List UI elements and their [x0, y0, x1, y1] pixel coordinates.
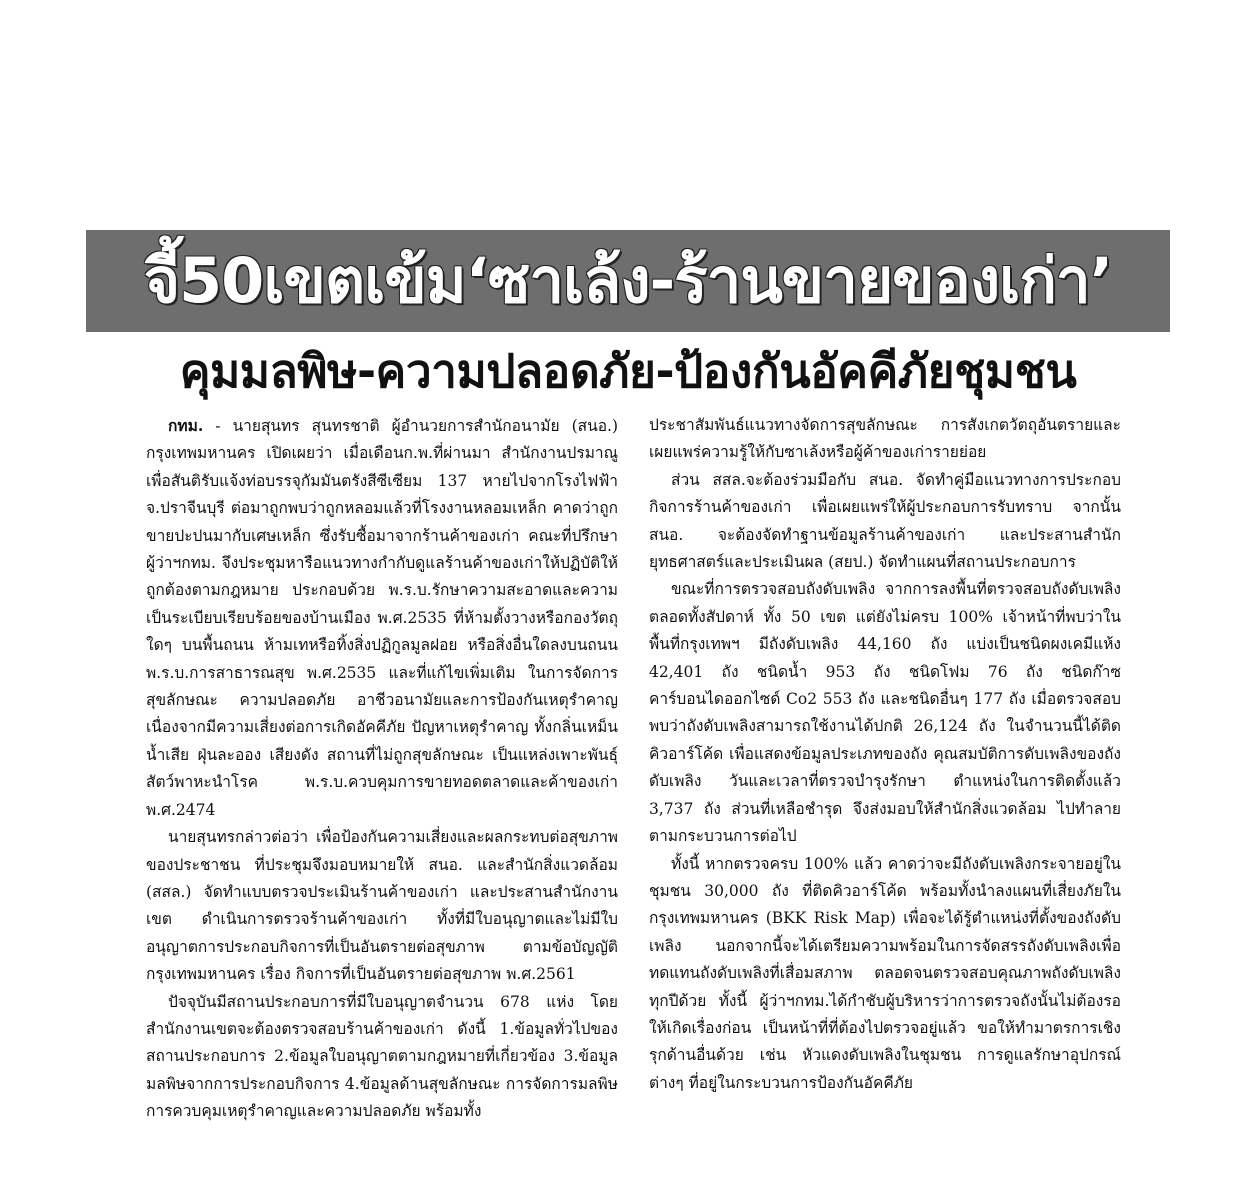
paragraph-text: - นายสุนทร สุนทรชาติ ผู้อำนวยการสำนักอนามัย (สนอ.) กรุงเทพมหานคร เปิดเผยว่า เมื่อเดือนก.พ.ที่ผ่านมา สำนักงานปรมาณูเพื่อสันติรับแจ้งท่อบรรจุกัมมันตรังสีซีเซียม 137 หายไปจากโรงไฟฟ้า จ.ปราจีนบุรี ต่อมาถูกพบว่าถูกหลอมแล้วที่โรงงานหลอมเหล็ก คาดว่าถูกขายปะปนมากับเศษเหล็ก ซึ่งรับซื้อมาจากร้านค้าของเก่า คณะที่ปรึกษาผู้ว่าฯกทม. จึงประชุมหารือแนวทางกำกับดูแลร้านค้าของเก่าให้ปฏิบัติให้ถูกต้องตามกฎหมาย ประกอบด้วย พ.ร.บ.รักษาความสะอาดและความเป็นระเบียบเรียบร้อยของบ้านเมือง พ.ศ.2535 ที่ห้ามตั้งวางหรือกองวัตถุใดๆ บนพื้นถนน ห้ามเทหรือทิ้งสิ่งปฏิกูลมูลฝอย หรือสิ่งอื่นใดลงบนถนน พ.ร.บ.การสาธารณสุข พ.ศ.2535 และที่แก้ไขเพิ่มเติม ในการจัดการสุขลักษณะ ความปลอดภัย อาชีวอนามัยและการป้องกันเหตุรำคาญ เนื่องจากมีความเสี่ยงต่อการเกิดอัคคีภัย ปัญหาเหตุรำคาญ ทั้งกลิ่นเหม็น น้ำเสีย ฝุ่นละออง เสียงดัง สถานที่ไม่ถูกสุขลักษณะ เป็นแหล่งเพาะพันธุ์สัตว์พาหะนำโรค พ.ร.บ.ควบคุมการขายทอดตลาดและค้าของเก่า พ.ศ.2474	[146, 417, 618, 819]
article-column-right	[649, 412, 1121, 1097]
dateline: กทม.	[168, 416, 204, 435]
paragraph: ประชาสัมพันธ์แนวทางจัดการสุขลักษณะ การสังเกตวัตถุอันตรายและเผยแพร่ความรู้ให้กับซาเล้งหรือผู้ค้าของเก่ารายย่อย	[649, 416, 1121, 462]
paragraph: ปัจจุบันมีสถานประกอบการที่มีใบอนุญาตจำนวน 678 แห่ง โดยสำนักงานเขตจะต้องตรวจสอบร้านค้าของเก่า ดังนี้ 1.ข้อมูลทั่วไปของสถานประกอบการ 2.ข้อมูลใบอนุญาตตามกฎหมายที่เกี่ยวข้อง 3.ข้อมูลมลพิษจากการประกอบกิจการ 4.ข้อมูลด้านสุขลักษณะ การจัดการมลพิษ การควบคุมเหตุรำคาญและความปลอดภัย พร้อมทั้ง	[146, 992, 618, 1121]
headline-banner	[86, 230, 1170, 332]
paragraph	[146, 412, 618, 824]
article-column-left	[146, 412, 618, 1126]
headline: จี้50เขตเข้ม‘ซาเล้ง-ร้านขายของเก่า’	[143, 244, 1113, 317]
paragraph: ส่วน สสล.จะต้องร่วมมือกับ สนอ. จัดทำคู่มือแนวทางการประกอบกิจการร้านค้าของเก่า เพื่อเผยแพร่ให้ผู้ประกอบการรับทราบ จากนั้น สนอ. จะต้องจัดทำฐานข้อมูลร้านค้าของเก่า และประสานสำนักยุทธศาสตร์และประเมินผล (สยป.) จัดทำแผนที่สถานประกอบการ	[649, 470, 1121, 572]
paragraph: นายสุนทรกล่าวต่อว่า เพื่อป้องกันความเสี่ยงและผลกระทบต่อสุขภาพของประชาชน ที่ประชุมจึงมอบหมายให้ สนอ. และสำนักสิ่งแวดล้อม (สสล.) จัดทำแบบตรวจประเมินร้านค้าของเก่า และประสานสำนักงานเขต ดำเนินการตรวจร้านค้าของเก่า ทั้งที่มีใบอนุญาตและไม่มีใบอนุญาตการประกอบกิจการที่เป็นอันตรายต่อสุขภาพ ตามข้อบัญญัติกรุงเทพมหานคร เรื่อง กิจการที่เป็นอันตรายต่อสุขภาพ พ.ศ.2561	[146, 828, 618, 984]
paragraph: ขณะที่การตรวจสอบถังดับเพลิง จากการลงพื้นที่ตรวจสอบถังดับเพลิงตลอดทั้งสัปดาห์ ทั้ง 50 เขต แต่ยังไม่ครบ 100% เจ้าหน้าที่พบว่าในพื้นที่กรุงเทพฯ มีถังดับเพลิง 44,160 ถัง แบ่งเป็นชนิดผงเคมีแห้ง 42,401 ถัง ชนิดน้ำ 953 ถัง ชนิดโฟม 76 ถัง ชนิดก๊าซคาร์บอนไดออกไซด์ Co2 553 ถัง และชนิดอื่นๆ 177 ถัง เมื่อตรวจสอบพบว่าถังดับเพลิงสามารถใช้งานได้ปกติ 26,124 ถัง ในจำนวนนี้ได้ติดคิวอาร์โค้ด เพื่อแสดงข้อมูลประเภทของถัง คุณสมบัติการดับเพลิงของถังดับเพลิง วันและเวลาที่ตรวจบำรุงรักษา ตำแหน่งในการติดตั้งแล้ว 3,737 ถัง ส่วนที่เหลือชำรุด จึงส่งมอบให้สำนักสิ่งแวดล้อม ไปทำลายตามกระบวนการต่อไป	[649, 580, 1121, 846]
subheadline: คุมมลพิษ-ความปลอดภัย-ป้องกันอัคคีภัยชุมชน	[179, 344, 1077, 398]
paragraph: ทั้งนี้ หากตรวจครบ 100% แล้ว คาดว่าจะมีถังดับเพลิงกระจายอยู่ในชุมชน 30,000 ถัง ที่ติดคิวอาร์โค้ด พร้อมทั้งนำลงแผนที่เสี่ยงภัยในกรุงเทพมหานคร (BKK Risk Map) เพื่อจะได้รู้ตำแหน่งที่ตั้งของถังดับเพลิง นอกจากนี้จะได้เตรียมความพร้อมในการจัดสรรถังดับเพลิงเพื่อทดแทนถังดับเพลิงที่เสื่อมสภาพ ตลอดจนตรวจสอบคุณภาพถังดับเพลิงทุกปีด้วย ทั้งนี้ ผู้ว่าฯกทม.ได้กำชับผู้บริหารว่าการตรวจถังนั้นไม่ต้องรอให้เกิดเรื่องก่อน เป็นหน้าที่ที่ต้องไปตรวจอยู่แล้ว ขอให้ทำมาตรการเชิงรุกด้านอื่นด้วย เช่น หัวแดงดับเพลิงในชุมชน การดูแลรักษาอุปกรณ์ต่างๆ ที่อยู่ในกระบวนการป้องกันอัคคีภัย	[649, 854, 1121, 1092]
